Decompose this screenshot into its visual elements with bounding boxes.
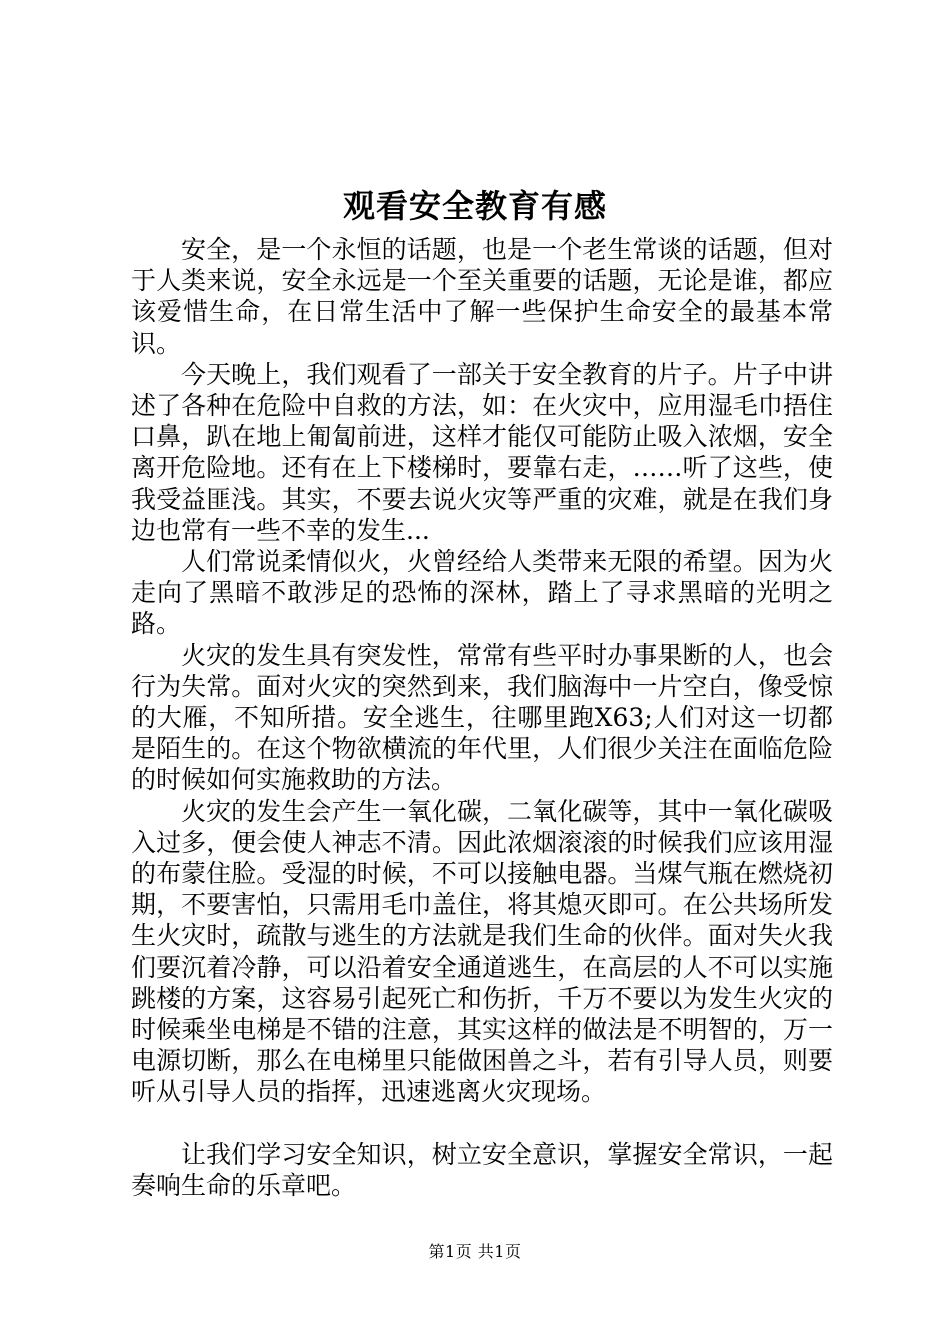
paragraph: 安全，是一个永恒的话题，也是一个老生常谈的话题，但对于人类来说，安全永远是一个至关重要的话题，无论是谁，都应该爱惜生命，在日常生活中了解一些保护生命安全的最基本常识。	[131, 235, 833, 358]
closing-paragraph: 让我们学习安全知识，树立安全意识，掌握安全常识，一起奏响生命的乐章吧。	[131, 1139, 833, 1201]
paragraph: 今天晚上，我们观看了一部关于安全教育的片子。片子中讲述了各种在危险中自救的方法，如：在火灾中，应用湿毛巾捂住口鼻，趴在地上匍匐前进，这样才能仅可能防止吸入浓烟，安全离开危险地。还有在上下楼梯时，要靠右走，……听了这些，使我受益匪浅。其实，不要去说火灾等严重的灾难，就是在我们身边也常有一些不幸的发生...	[131, 359, 833, 545]
page-number-footer: 第1页 共1页	[428, 1242, 522, 1261]
paragraph: 火灾的发生会产生一氧化碳，二氧化碳等，其中一氧化碳吸入过多，便会使人神志不清。因此浓烟滚滚的时候我们应该用湿的布蒙住脸。受湿的时候，不可以接触电器。当煤气瓶在燃烧初期，不要害怕，只需用毛巾盖住，将其熄灭即可。在公共场所发生火灾时，疏散与逃生的方法就是我们生命的伙伴。面对失火我们要沉着冷静，可以沿着安全通道逃生，在高层的人不可以实施跳楼的方案，这容易引起死亡和伤折，千万不要以为发生火灾的时候乘坐电梯是不错的注意，其实这样的做法是不明智的，万一电源切断，那么在电梯里只能做困兽之斗，若有引导人员，则要听从引导人员的指挥，迅速逃离火灾现场。	[131, 796, 833, 1107]
paragraph: 人们常说柔情似火，火曾经给人类带来无限的希望。因为火走向了黑暗不敢涉足的恐怖的深林，踏上了寻求黑暗的光明之路。	[131, 547, 833, 639]
document-title: 观看安全教育有感	[342, 187, 607, 225]
document-body	[131, 234, 833, 1201]
paragraph: 火灾的发生具有突发性，常常有些平时办事果断的人，也会行为失常。面对火灾的突然到来，我们脑海中一片空白，像受惊的大雁，不知所措。安全逃生，往哪里跑X63;人们对这一切都是陌生的。在这个物欲横流的年代里，人们很少关注在面临危险的时候如何实施救助的方法。	[131, 640, 833, 795]
